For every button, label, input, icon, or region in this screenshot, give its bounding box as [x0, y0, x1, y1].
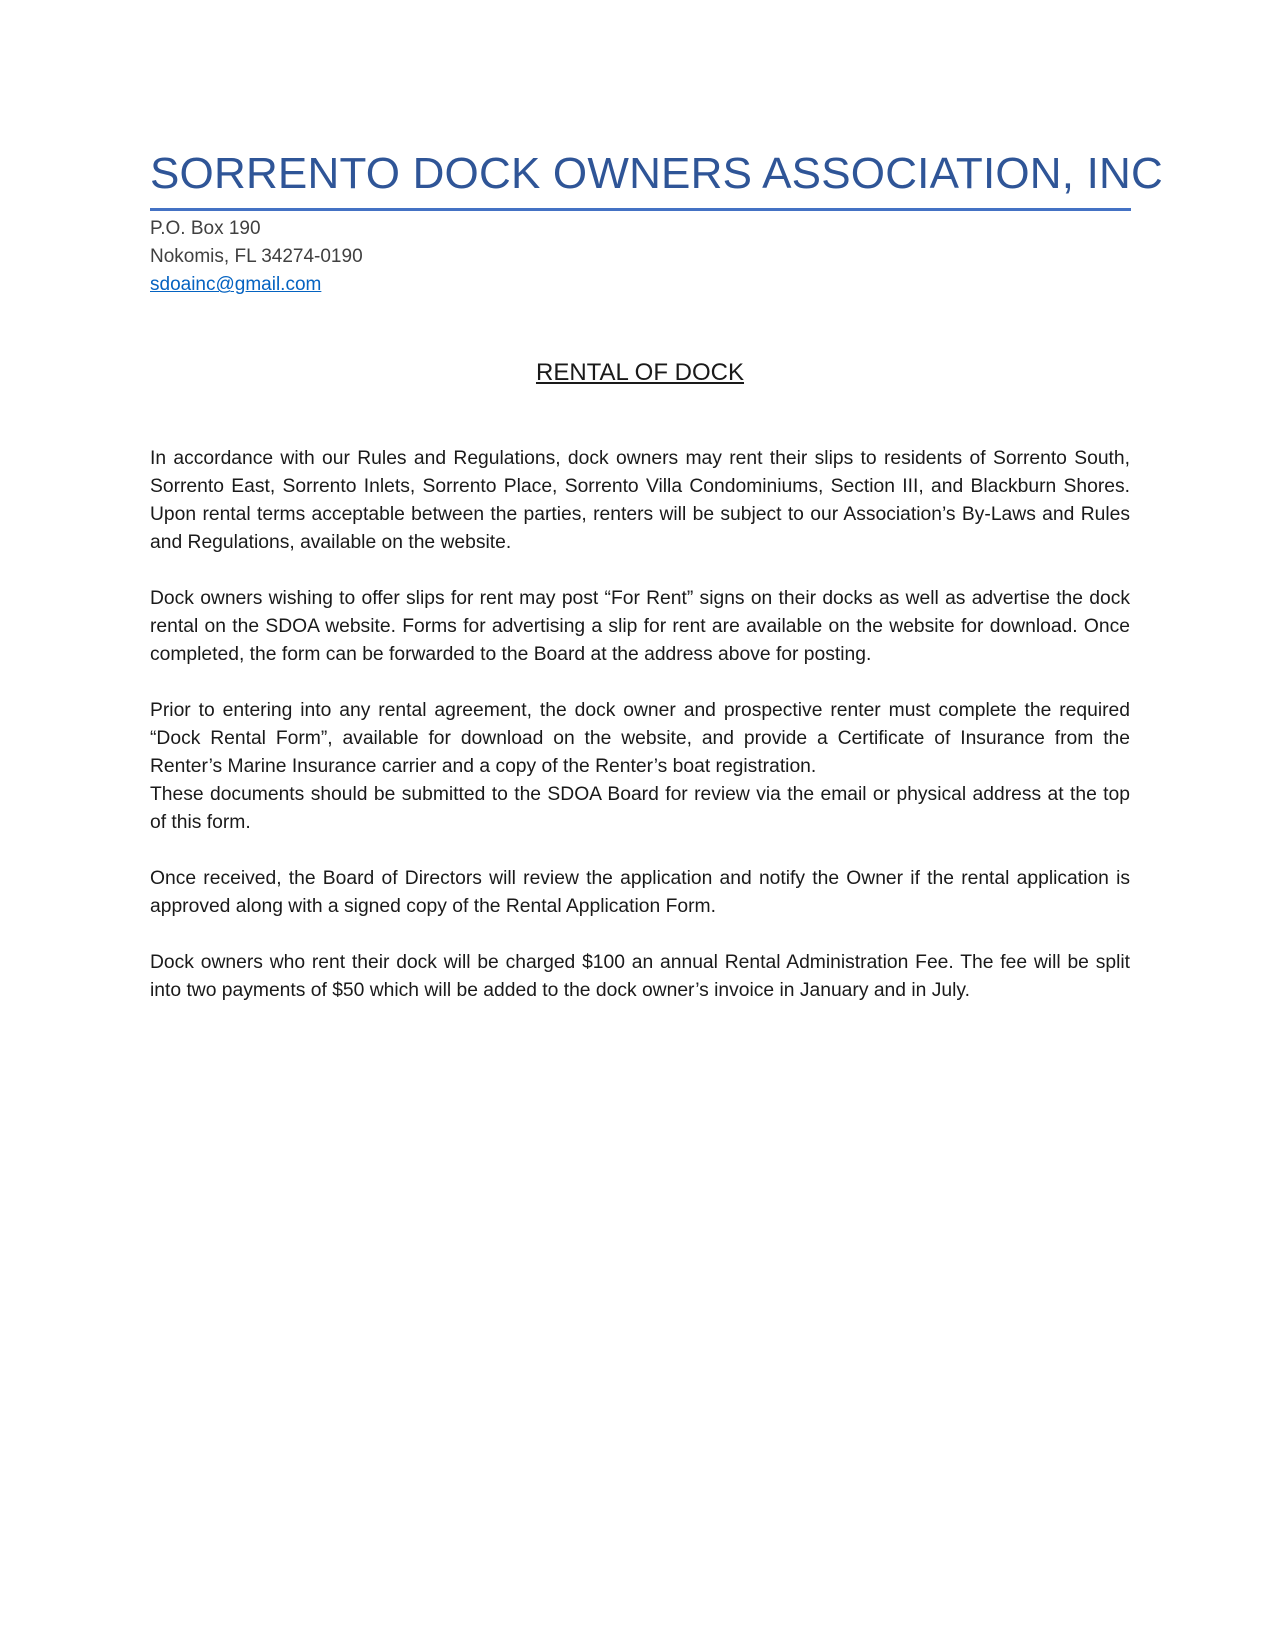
paragraph-submission: These documents should be submitted to the SDOA Board for review via the email or physical address at the top of this form. [150, 784, 1130, 834]
email-link[interactable]: sdoainc@gmail.com [150, 274, 322, 296]
address-line-po-box: P.O. Box 190 [150, 218, 261, 240]
organization-name: SORRENTO DOCK OWNERS ASSOCIATION, INC [150, 149, 1163, 198]
paragraph-review: Once received, the Board of Directors will review the application and notify the Owner if the rental application is approved along with a signed copy of the Rental Application Form. [150, 868, 1130, 918]
paragraph-requirements: Prior to entering into any rental agreement, the dock owner and prospective renter must complete the required “Dock Rental Form”, available for download on the website, and provide a Certificate of Insurance from the Renter’s Marine Insurance carrier and a copy of the Renter’s boat registration. [150, 700, 1130, 778]
letterhead-divider [150, 208, 1131, 211]
paragraph-fee: Dock owners who rent their dock will be charged $100 an annual Rental Administration Fee. The fee will be split into two payments of $50 which will be added to the dock owner’s invoice in January and in July. [150, 952, 1130, 1002]
document-title: RENTAL OF DOCK [535, 359, 745, 387]
paragraph-advertising: Dock owners wishing to offer slips for rent may post “For Rent” signs on their docks as well as advertise the dock rental on the SDOA website. Forms for advertising a slip for rent are available on the website for download. Once completed, the form can be forwarded to the Board at the address above for posting. [150, 588, 1130, 666]
letterhead [150, 149, 1163, 299]
paragraph-eligibility: In accordance with our Rules and Regulations, dock owners may rent their slips to residents of Sorrento South, Sorrento East, Sorrento Inlets, Sorrento Place, Sorrento Villa Condominiums, Section III, and Blackburn Shores. Upon rental terms acceptable between the parties, renters will be subject to our Association’s By-Laws and Rules and Regulations, available on the website. [150, 448, 1130, 554]
document-page [150, 149, 1163, 1033]
mailing-address [150, 215, 1130, 299]
document-body [150, 445, 1130, 1005]
address-line-city: Nokomis, FL 34274-0190 [150, 246, 363, 268]
